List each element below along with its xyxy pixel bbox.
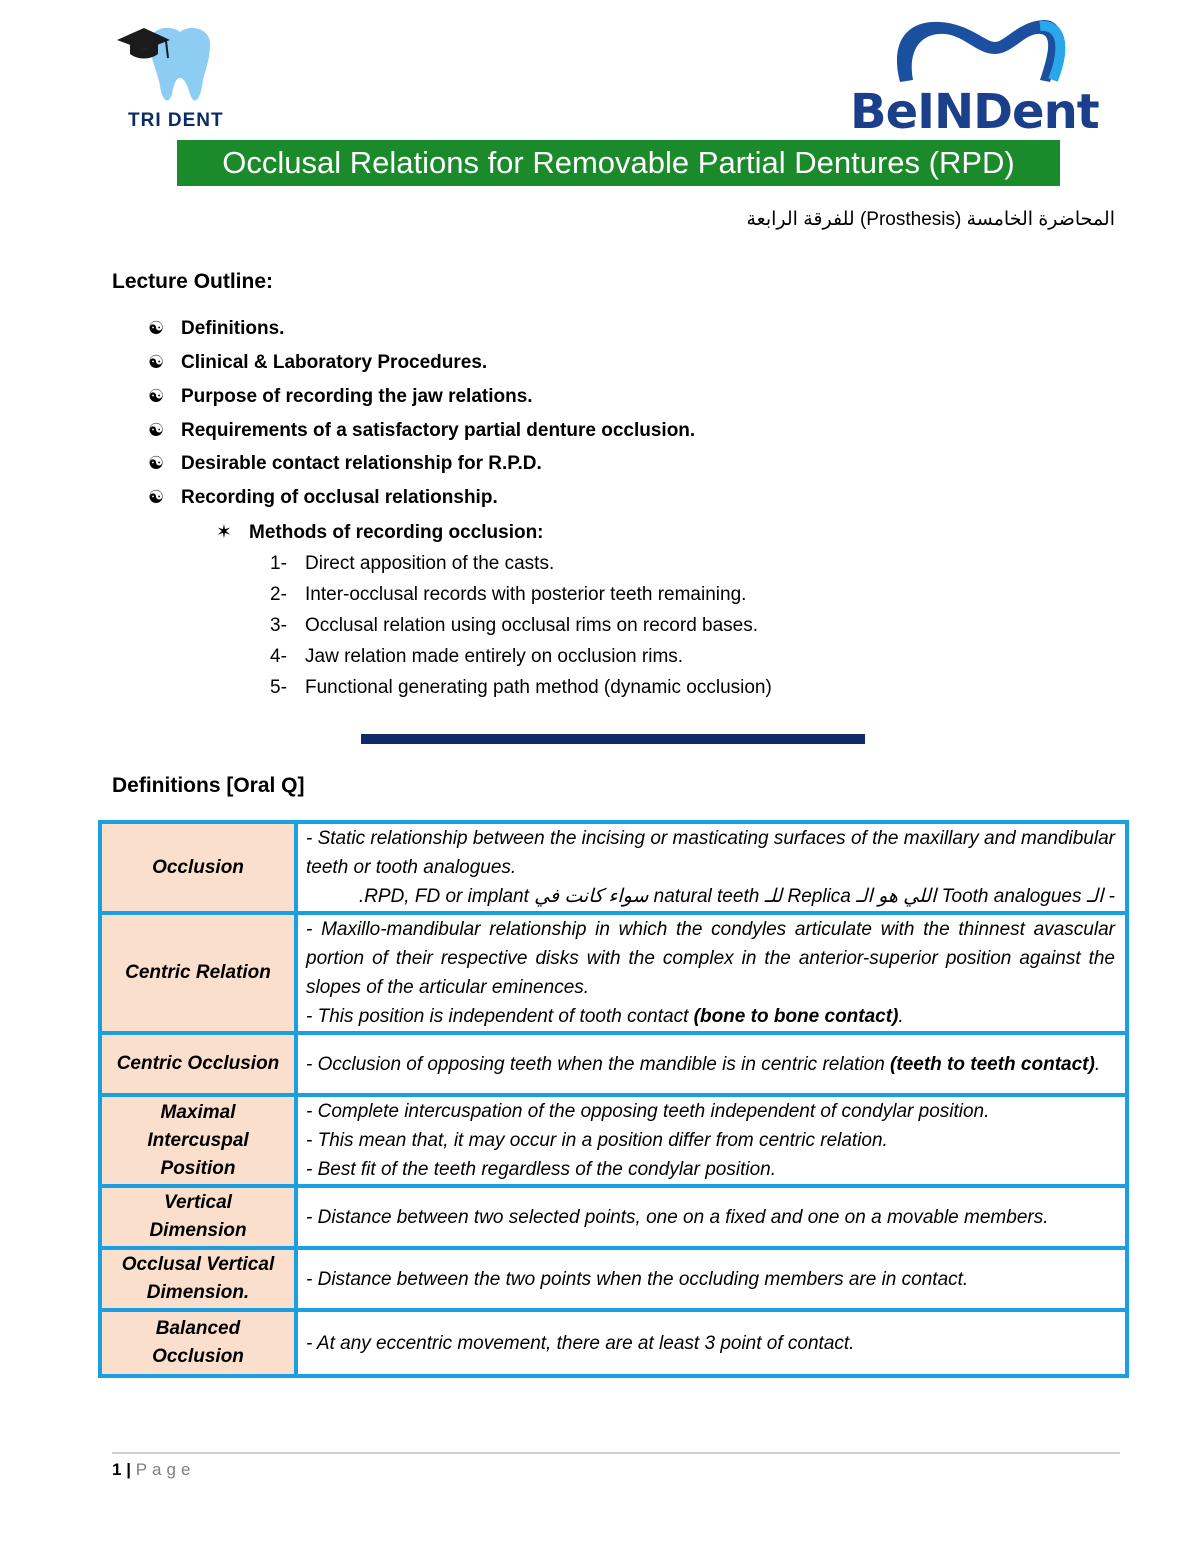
section-divider xyxy=(361,734,865,744)
term-cell: Occlusal Vertical Dimension. xyxy=(100,1248,296,1310)
outline-heading: Lecture Outline: xyxy=(112,270,274,293)
term-cell: Maximal Intercuspal Position xyxy=(100,1095,296,1186)
tridental-logo-text: TRI DENT xyxy=(128,110,224,131)
tridental-logo xyxy=(112,14,237,134)
page-word: Page xyxy=(135,1460,196,1479)
table-row xyxy=(100,913,1127,1033)
method-item: 3- Occlusal relation using occlusal rims on record bases. xyxy=(270,615,759,636)
tooth-arc-logo-icon xyxy=(845,14,1105,94)
yin-yang-bullet-icon: ☯ xyxy=(148,318,165,338)
term-cell: Centric Relation xyxy=(100,913,296,1033)
table-row xyxy=(100,1033,1127,1095)
beindent-logo-text: BeINDent xyxy=(850,84,1099,140)
tooth-logo-icon xyxy=(112,14,237,114)
page-footer: 1 | Page xyxy=(112,1460,196,1479)
method-item: 5- Functional generating path method (dynamic occlusion) xyxy=(270,677,772,698)
term-cell: Balanced Occlusion xyxy=(100,1310,296,1376)
term-cell: Occlusion xyxy=(100,822,296,913)
star-bullet-icon: ✶ xyxy=(216,522,232,543)
definition-cell: - Distance between two selected points, one on a fixed and one on a movable members. xyxy=(296,1186,1127,1248)
yin-yang-bullet-icon: ☯ xyxy=(148,453,165,473)
yin-yang-bullet-icon: ☯ xyxy=(148,352,165,372)
list-item: ☯ Clinical & Laboratory Procedures. xyxy=(148,352,488,373)
table-row xyxy=(100,1248,1127,1310)
list-item: ☯ Desirable contact relationship for R.P.D. xyxy=(148,453,542,474)
table-row xyxy=(100,1186,1127,1248)
definitions-table xyxy=(98,820,1129,1378)
yin-yang-bullet-icon: ☯ xyxy=(148,487,165,507)
list-item: ☯ Purpose of recording the jaw relations. xyxy=(148,386,533,407)
definition-cell: - At any eccentric movement, there are at least 3 point of contact. xyxy=(296,1310,1127,1376)
definition-cell: - Complete intercuspation of the opposing teeth independent of condylar position. - This mean that, it may occur in a position differ from centric relation. - Best fit of the teeth regardless of the condylar position. xyxy=(296,1095,1127,1186)
page-title: Occlusal Relations for Removable Partial Dentures (RPD) xyxy=(177,140,1060,186)
definition-cell: - Maxillo-mandibular relationship in which the condyles articulate with the thinnest avascular portion of their respective disks with the complex in the anterior-superior position against the slopes of the articular eminences. - This position is independent of tooth contact (bone to bone contact). xyxy=(296,913,1127,1033)
method-item: 4- Jaw relation made entirely on occlusion rims. xyxy=(270,646,684,667)
definitions-heading: Definitions [Oral Q] xyxy=(112,774,305,797)
yin-yang-bullet-icon: ☯ xyxy=(148,420,165,440)
method-item: 1- Direct apposition of the casts. xyxy=(270,553,555,574)
footer-rule xyxy=(112,1452,1120,1454)
list-item: ☯ Requirements of a satisfactory partial denture occlusion. xyxy=(148,420,696,441)
list-item: ☯ Recording of occlusal relationship. xyxy=(148,487,498,508)
table-row xyxy=(100,822,1127,913)
table-row xyxy=(100,1310,1127,1376)
page-number: 1 xyxy=(112,1460,122,1479)
beindent-logo xyxy=(845,14,1105,140)
term-cell: Vertical Dimension xyxy=(100,1186,296,1248)
yin-yang-bullet-icon: ☯ xyxy=(148,386,165,406)
definition-cell: - Occlusion of opposing teeth when the mandible is in centric relation (teeth to teeth contact). xyxy=(296,1033,1127,1095)
term-cell: Centric Occlusion xyxy=(100,1033,296,1095)
definition-cell: - Distance between the two points when the occluding members are in contact. xyxy=(296,1248,1127,1310)
definition-cell: - Static relationship between the incising or masticating surfaces of the maxillary and mandibular teeth or tooth analogues. - الـ Tooth analogues اللي هو الـ Replica للـ natural teeth سواء كانت في RPD, FD or implant. xyxy=(296,822,1127,913)
list-item: ☯ Definitions. xyxy=(148,318,285,339)
method-item: 2- Inter-occlusal records with posterior teeth remaining. xyxy=(270,584,747,605)
lecture-subtitle: المحاضرة الخامسة (Prosthesis) للفرقة الرابعة xyxy=(746,209,1115,230)
table-row xyxy=(100,1095,1127,1186)
methods-subheading: ✶ Methods of recording occlusion: xyxy=(216,522,544,543)
